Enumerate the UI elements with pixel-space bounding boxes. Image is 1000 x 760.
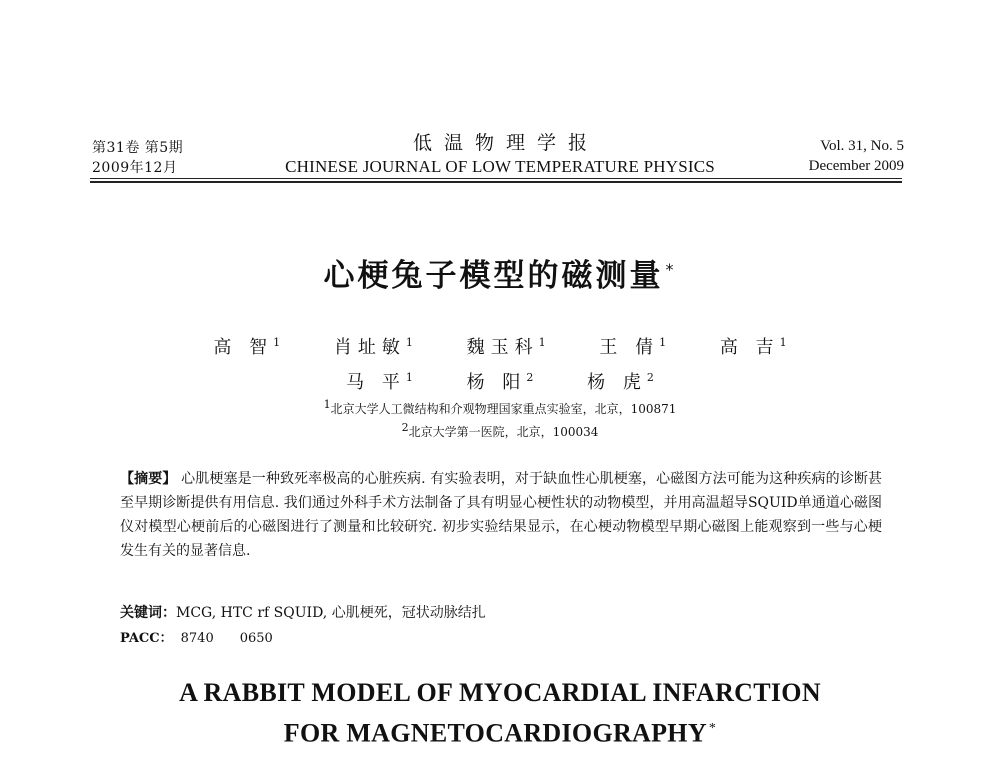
- journal-issue-en: [809, 136, 904, 176]
- paper-title-en: [0, 675, 1000, 752]
- paper-title-en-line-2: FOR MAGNETOCARDIOGRAPHY *: [283, 718, 717, 748]
- pacc-code: 0650: [239, 631, 273, 646]
- keywords-text: MCG, HTC rf SQUID, 心肌梗死，冠状动脉结扎: [176, 605, 486, 621]
- pacc-label: PACC：: [120, 631, 173, 646]
- header-rule-thick: [90, 181, 902, 183]
- author: 马 平$^1$: [346, 371, 413, 393]
- author: 肖址敏$^1$: [333, 336, 413, 358]
- paper-title-en-line-1: A RABBIT MODEL OF MYOCARDIAL INFARCTION: [179, 678, 821, 707]
- keywords-label: 关键词：: [120, 605, 176, 621]
- title-en-footnote-mark: *: [708, 721, 717, 736]
- author: 高 智$^1$: [213, 336, 281, 358]
- date-en: December 2009: [808, 158, 904, 174]
- author-row-2: [0, 363, 1000, 398]
- author: 王 倩$^1$: [599, 336, 667, 358]
- affiliation-1: 1北京大学人工微结构和介观物理国家重点实验室，北京，100871: [323, 398, 677, 416]
- journal-name: [250, 130, 750, 178]
- abstract-label: 【摘要】: [120, 471, 177, 487]
- date-cn: 2009年12月: [92, 160, 178, 176]
- author: 杨 虎$^2$: [587, 371, 654, 393]
- header-rule-thin: [90, 178, 902, 179]
- title-footnote-mark: *: [665, 259, 677, 279]
- volume-en: Vol. 31, No. 5: [820, 138, 904, 154]
- author: 杨 阳$^2$: [466, 371, 534, 393]
- abstract-text: 心肌梗塞是一种致死率极高的心脏疾病. 有实验表明，对于缺血性心肌梗塞，心磁图方法可能为这种疾病的诊断甚至早期诊断提供有用信息. 我们通过外科手术方法制备了具有明显心梗性状的动物模型，并用高温超导SQUID单通道心磁图仪对模型心梗前后的心磁图进行了测量和比较研究. 初步实验结果显示，在心梗动物模型早期心磁图上能观察到一些与心梗发生有关的显著信息.: [120, 471, 883, 559]
- author: 魏玉科$^1$: [466, 336, 546, 358]
- journal-name-en: CHINESE JOURNAL OF LOW TEMPERATURE PHYSICS: [285, 157, 715, 176]
- author-row-1: [0, 328, 1000, 363]
- paper-title-cn: [0, 250, 1000, 295]
- abstract: [120, 467, 882, 563]
- paper-title-text: 心梗兔子模型的磁测量: [323, 258, 664, 294]
- journal-name-cn: 低温物理学报: [412, 132, 599, 154]
- journal-issue-cn: [92, 138, 183, 178]
- keywords: [120, 602, 486, 622]
- affiliation-2: 2北京大学第一医院，北京，100034: [401, 421, 599, 439]
- pacc-code: 8740: [180, 631, 214, 646]
- pacc-codes: [120, 627, 299, 646]
- volume-cn: 第31卷 第5期: [92, 140, 184, 156]
- author: 高 吉$^1$: [719, 336, 787, 358]
- author-list: [0, 328, 1000, 398]
